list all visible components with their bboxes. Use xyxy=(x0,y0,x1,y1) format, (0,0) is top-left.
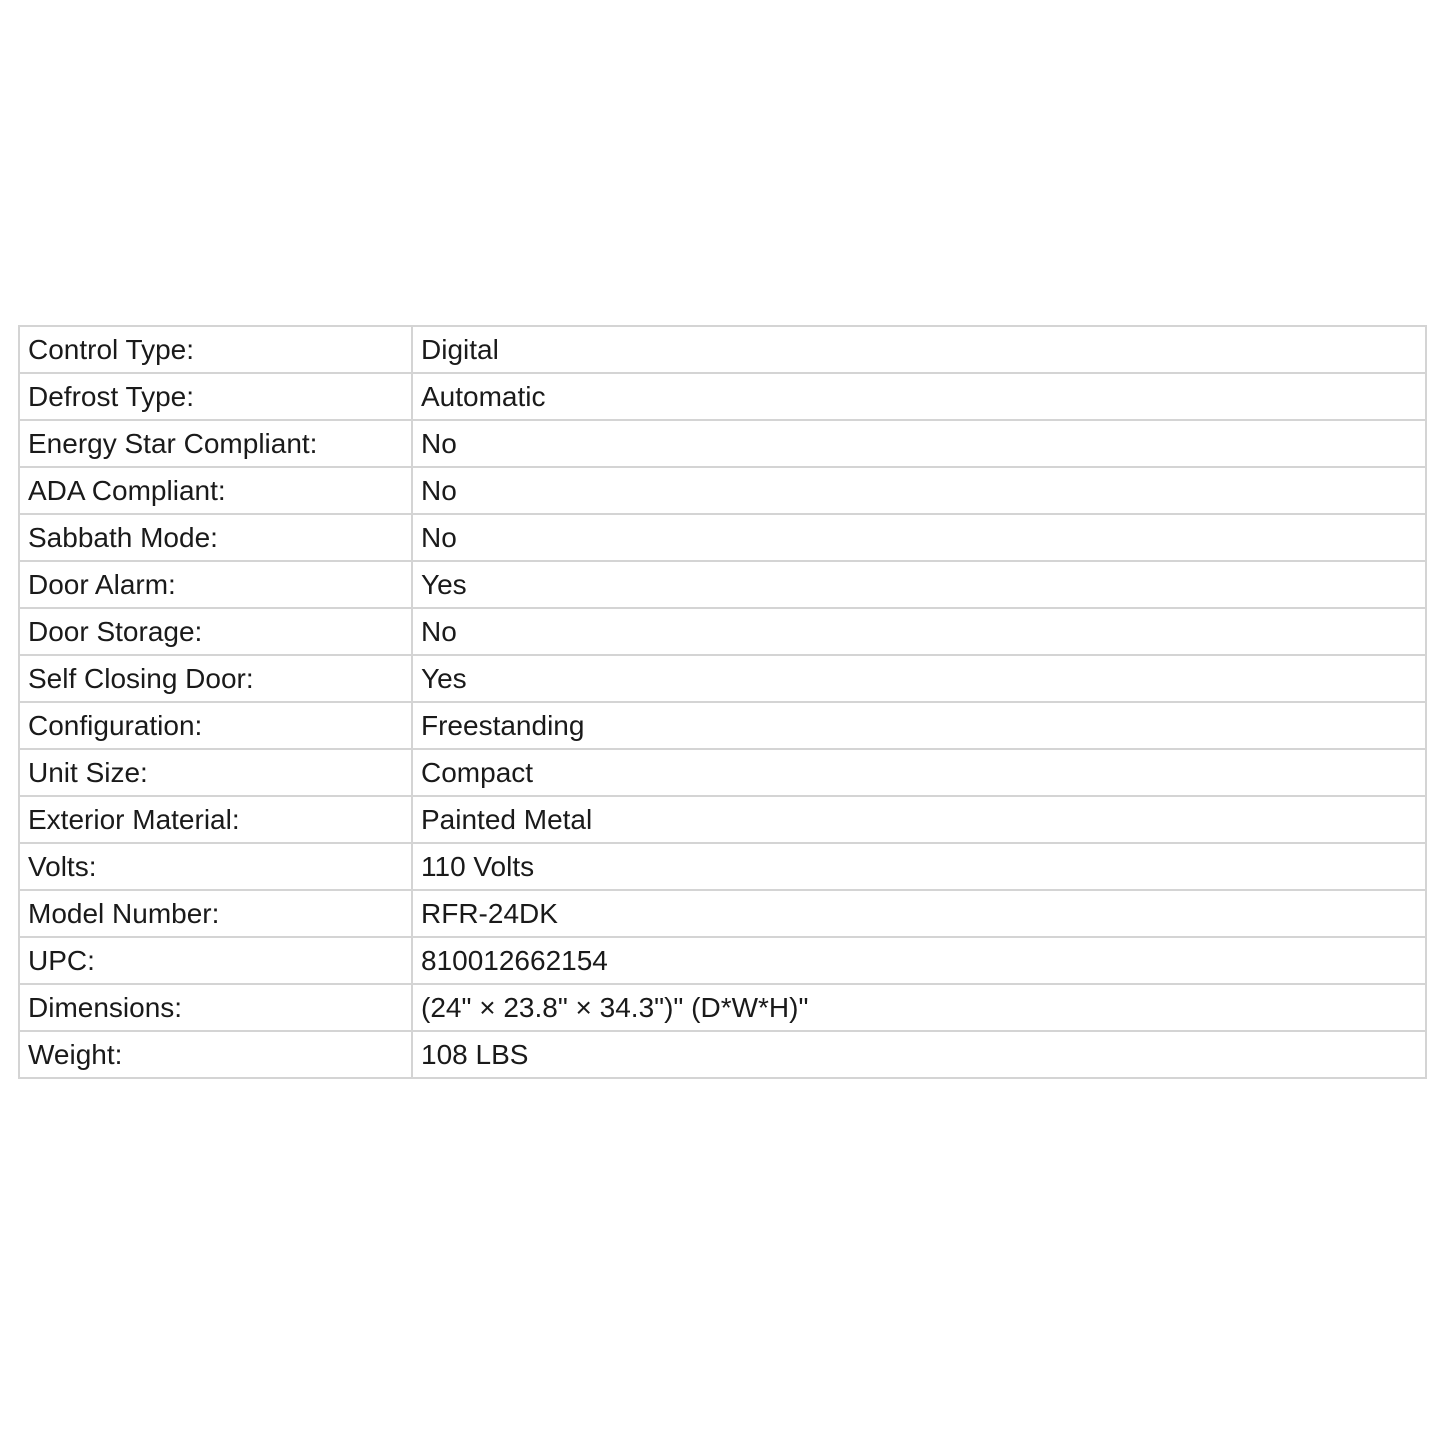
spec-label: Control Type: xyxy=(19,326,412,373)
spec-value: Yes xyxy=(412,655,1426,702)
spec-label: UPC: xyxy=(19,937,412,984)
spec-value: No xyxy=(412,608,1426,655)
spec-value: 110 Volts xyxy=(412,843,1426,890)
spec-label: Volts: xyxy=(19,843,412,890)
table-row xyxy=(19,608,1426,655)
spec-value: RFR-24DK xyxy=(412,890,1426,937)
table-row xyxy=(19,420,1426,467)
spec-value: 108 LBS xyxy=(412,1031,1426,1078)
spec-label: Exterior Material: xyxy=(19,796,412,843)
spec-value: No xyxy=(412,420,1426,467)
table-row xyxy=(19,655,1426,702)
spec-label: Unit Size: xyxy=(19,749,412,796)
spec-label: Model Number: xyxy=(19,890,412,937)
spec-value: Freestanding xyxy=(412,702,1426,749)
table-row xyxy=(19,843,1426,890)
table-row xyxy=(19,937,1426,984)
spec-label: Door Alarm: xyxy=(19,561,412,608)
spec-value: Compact xyxy=(412,749,1426,796)
spec-label: Self Closing Door: xyxy=(19,655,412,702)
table-row xyxy=(19,749,1426,796)
spec-label: Sabbath Mode: xyxy=(19,514,412,561)
spec-table-body xyxy=(19,326,1426,1078)
spec-value: Digital xyxy=(412,326,1426,373)
spec-value: Painted Metal xyxy=(412,796,1426,843)
spec-value: No xyxy=(412,514,1426,561)
spec-label: Dimensions: xyxy=(19,984,412,1031)
spec-value: Automatic xyxy=(412,373,1426,420)
spec-value: No xyxy=(412,467,1426,514)
table-row xyxy=(19,373,1426,420)
spec-value: (24" × 23.8" × 34.3")" (D*W*H)" xyxy=(412,984,1426,1031)
table-row xyxy=(19,467,1426,514)
spec-label: Door Storage: xyxy=(19,608,412,655)
table-row xyxy=(19,796,1426,843)
spec-value: Yes xyxy=(412,561,1426,608)
spec-value: 810012662154 xyxy=(412,937,1426,984)
spec-label: ADA Compliant: xyxy=(19,467,412,514)
spec-label: Weight: xyxy=(19,1031,412,1078)
spec-label: Defrost Type: xyxy=(19,373,412,420)
spec-label: Energy Star Compliant: xyxy=(19,420,412,467)
table-row xyxy=(19,984,1426,1031)
table-row xyxy=(19,1031,1426,1078)
spec-table xyxy=(18,325,1427,1079)
table-row xyxy=(19,890,1426,937)
spec-label: Configuration: xyxy=(19,702,412,749)
table-row xyxy=(19,326,1426,373)
table-row xyxy=(19,514,1426,561)
table-row xyxy=(19,702,1426,749)
table-row xyxy=(19,561,1426,608)
